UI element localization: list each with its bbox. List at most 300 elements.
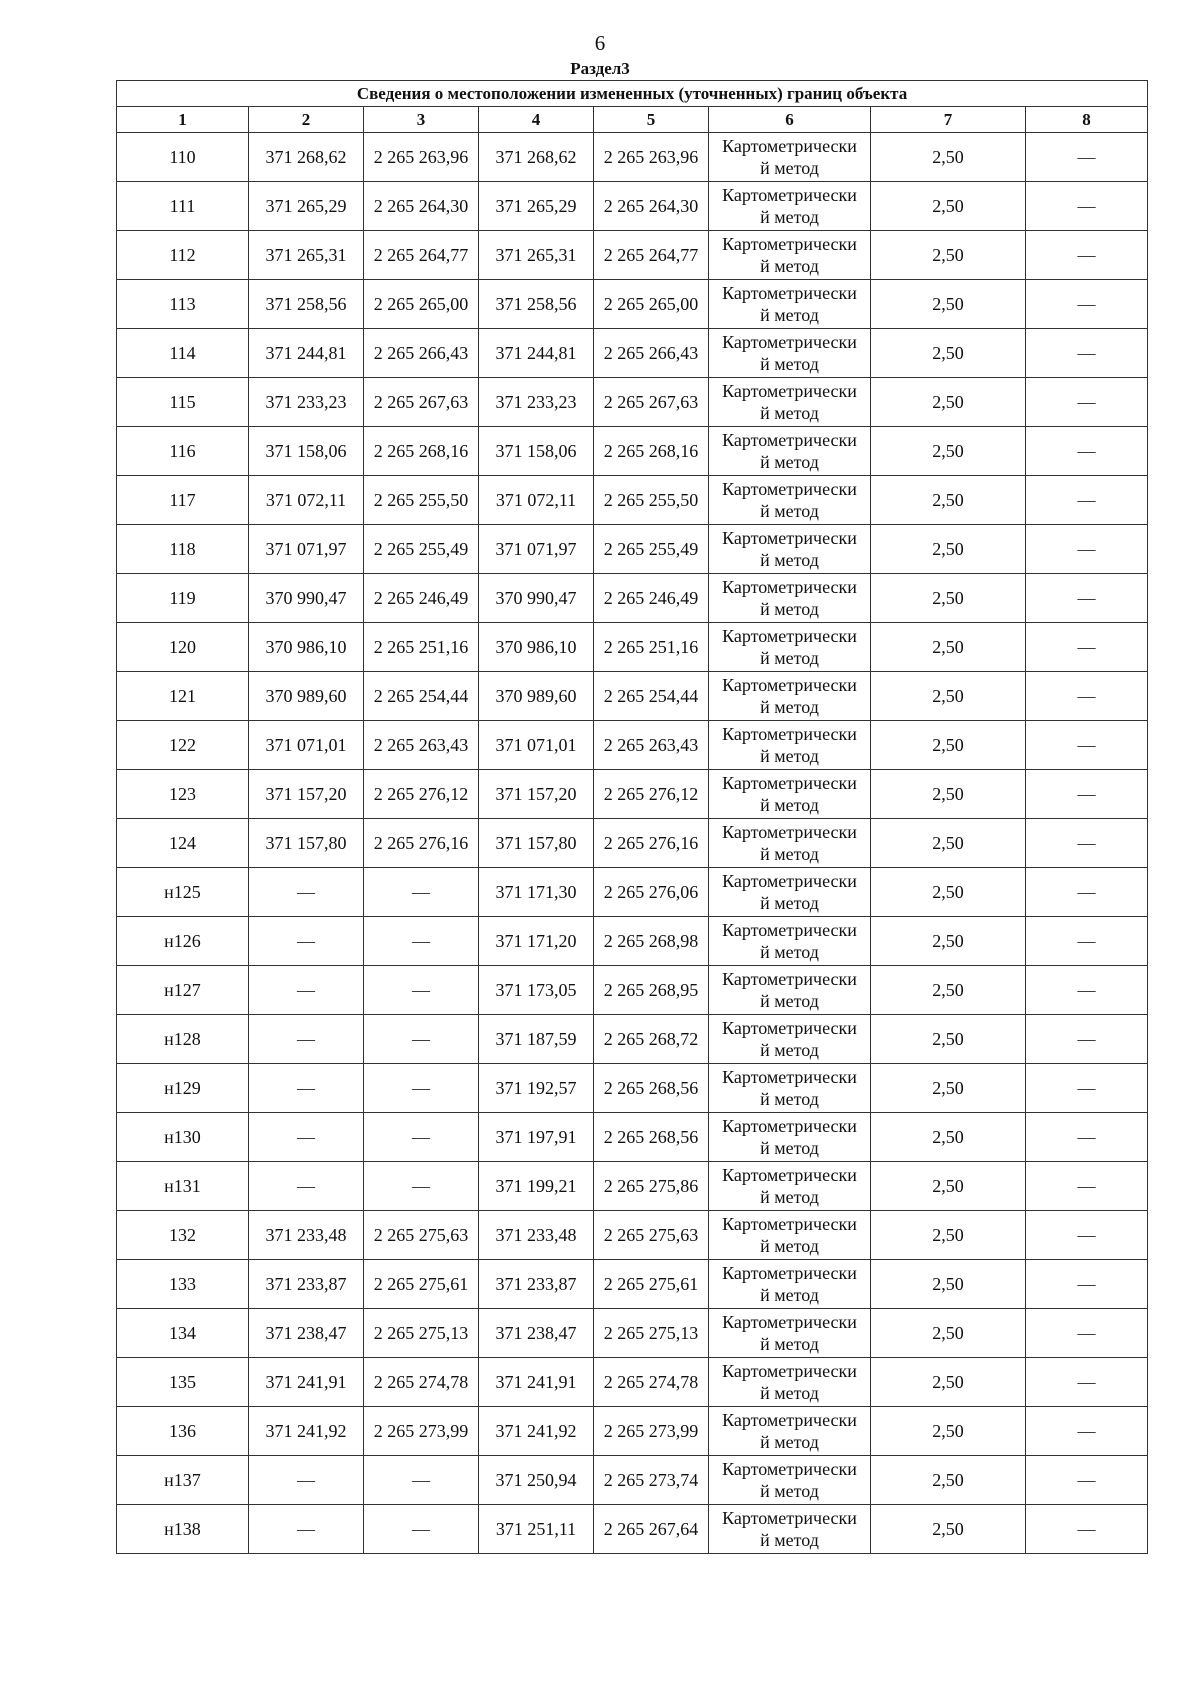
x-new-cell: 371 233,23 <box>479 378 594 427</box>
column-8-cell: — <box>1026 1260 1148 1309</box>
x-new-cell: 371 268,62 <box>479 133 594 182</box>
method-line-2: й метод <box>760 697 819 717</box>
y-new-cell: 2 265 263,43 <box>594 721 709 770</box>
y-existing-cell: 2 265 276,12 <box>364 770 479 819</box>
x-new-cell: 371 187,59 <box>479 1015 594 1064</box>
x-existing-cell: 371 072,11 <box>249 476 364 525</box>
method-line-2: й метод <box>760 1334 819 1354</box>
method-cell <box>709 182 871 231</box>
table-row <box>117 1358 1148 1407</box>
method-cell <box>709 133 871 182</box>
y-existing-cell: 2 265 268,16 <box>364 427 479 476</box>
x-new-cell: 371 238,47 <box>479 1309 594 1358</box>
y-existing-cell: — <box>364 1162 479 1211</box>
column-8-cell: — <box>1026 329 1148 378</box>
table-row <box>117 476 1148 525</box>
column-8-cell: — <box>1026 574 1148 623</box>
table-row <box>117 574 1148 623</box>
y-existing-cell: 2 265 274,78 <box>364 1358 479 1407</box>
x-existing-cell: — <box>249 1064 364 1113</box>
point-number-cell: н129 <box>117 1064 249 1113</box>
method-cell <box>709 1358 871 1407</box>
x-new-cell: 371 233,87 <box>479 1260 594 1309</box>
point-number-cell: н126 <box>117 917 249 966</box>
y-existing-cell: — <box>364 1113 479 1162</box>
x-new-cell: 371 265,29 <box>479 182 594 231</box>
point-number-cell: н138 <box>117 1505 249 1554</box>
y-new-cell: 2 265 255,49 <box>594 525 709 574</box>
accuracy-cell: 2,50 <box>871 476 1026 525</box>
x-new-cell: 371 171,30 <box>479 868 594 917</box>
y-existing-cell: 2 265 275,13 <box>364 1309 479 1358</box>
y-new-cell: 2 265 274,78 <box>594 1358 709 1407</box>
x-existing-cell: — <box>249 868 364 917</box>
method-line-1: Картометрически <box>722 773 857 793</box>
method-line-2: й метод <box>760 1040 819 1060</box>
method-line-1: Картометрически <box>722 381 857 401</box>
column-8-cell: — <box>1026 1015 1148 1064</box>
table-row <box>117 182 1148 231</box>
x-new-cell: 371 071,01 <box>479 721 594 770</box>
column-8-cell: — <box>1026 231 1148 280</box>
table-row <box>117 917 1148 966</box>
x-existing-cell: — <box>249 917 364 966</box>
x-new-cell: 371 241,92 <box>479 1407 594 1456</box>
accuracy-cell: 2,50 <box>871 280 1026 329</box>
point-number-cell: 120 <box>117 623 249 672</box>
x-existing-cell: — <box>249 1015 364 1064</box>
method-line-2: й метод <box>760 305 819 325</box>
table-body <box>117 133 1148 1554</box>
method-line-2: й метод <box>760 746 819 766</box>
table-row <box>117 329 1148 378</box>
point-number-cell: 112 <box>117 231 249 280</box>
y-new-cell: 2 265 263,96 <box>594 133 709 182</box>
y-new-cell: 2 265 275,86 <box>594 1162 709 1211</box>
method-line-2: й метод <box>760 1187 819 1207</box>
accuracy-cell: 2,50 <box>871 1358 1026 1407</box>
method-line-1: Картометрически <box>722 822 857 842</box>
accuracy-cell: 2,50 <box>871 966 1026 1015</box>
column-8-cell: — <box>1026 1309 1148 1358</box>
point-number-cell: 115 <box>117 378 249 427</box>
y-new-cell: 2 265 264,30 <box>594 182 709 231</box>
column-8-cell: — <box>1026 966 1148 1015</box>
table-row <box>117 721 1148 770</box>
accuracy-cell: 2,50 <box>871 182 1026 231</box>
column-8-cell: — <box>1026 1358 1148 1407</box>
table-row <box>117 966 1148 1015</box>
y-existing-cell: 2 265 251,16 <box>364 623 479 672</box>
y-new-cell: 2 265 251,16 <box>594 623 709 672</box>
column-8-cell: — <box>1026 133 1148 182</box>
method-cell <box>709 378 871 427</box>
accuracy-cell: 2,50 <box>871 231 1026 280</box>
method-line-2: й метод <box>760 1089 819 1109</box>
column-header-4: 4 <box>479 107 594 133</box>
y-new-cell: 2 265 275,63 <box>594 1211 709 1260</box>
y-existing-cell: 2 265 254,44 <box>364 672 479 721</box>
point-number-cell: 110 <box>117 133 249 182</box>
method-line-2: й метод <box>760 452 819 472</box>
method-line-1: Картометрически <box>722 185 857 205</box>
method-cell <box>709 1456 871 1505</box>
method-line-2: й метод <box>760 1285 819 1305</box>
method-line-2: й метод <box>760 207 819 227</box>
x-existing-cell: — <box>249 1113 364 1162</box>
table-row <box>117 672 1148 721</box>
point-number-cell: 118 <box>117 525 249 574</box>
x-new-cell: 371 171,20 <box>479 917 594 966</box>
x-existing-cell: 371 157,20 <box>249 770 364 819</box>
accuracy-cell: 2,50 <box>871 427 1026 476</box>
method-line-1: Картометрически <box>722 1508 857 1528</box>
x-existing-cell: 371 244,81 <box>249 329 364 378</box>
column-8-cell: — <box>1026 476 1148 525</box>
column-8-cell: — <box>1026 1211 1148 1260</box>
accuracy-cell: 2,50 <box>871 574 1026 623</box>
table-row <box>117 1456 1148 1505</box>
method-line-1: Картометрически <box>722 1410 857 1430</box>
column-header-2: 2 <box>249 107 364 133</box>
x-existing-cell: 371 071,01 <box>249 721 364 770</box>
point-number-cell: 116 <box>117 427 249 476</box>
method-cell <box>709 231 871 280</box>
column-8-cell: — <box>1026 182 1148 231</box>
accuracy-cell: 2,50 <box>871 1113 1026 1162</box>
point-number-cell: н125 <box>117 868 249 917</box>
point-number-cell: н137 <box>117 1456 249 1505</box>
accuracy-cell: 2,50 <box>871 1505 1026 1554</box>
method-cell <box>709 770 871 819</box>
y-existing-cell: — <box>364 1064 479 1113</box>
point-number-cell: 122 <box>117 721 249 770</box>
y-new-cell: 2 265 268,56 <box>594 1064 709 1113</box>
y-existing-cell: 2 265 246,49 <box>364 574 479 623</box>
table-row <box>117 1211 1148 1260</box>
x-existing-cell: 371 238,47 <box>249 1309 364 1358</box>
y-new-cell: 2 265 267,63 <box>594 378 709 427</box>
x-new-cell: 371 244,81 <box>479 329 594 378</box>
column-8-cell: — <box>1026 1407 1148 1456</box>
table-row <box>117 1309 1148 1358</box>
y-new-cell: 2 265 276,16 <box>594 819 709 868</box>
column-header-3: 3 <box>364 107 479 133</box>
method-line-2: й метод <box>760 795 819 815</box>
method-cell <box>709 329 871 378</box>
x-existing-cell: 371 157,80 <box>249 819 364 868</box>
y-existing-cell: 2 265 255,50 <box>364 476 479 525</box>
y-existing-cell: — <box>364 1505 479 1554</box>
x-existing-cell: 371 258,56 <box>249 280 364 329</box>
accuracy-cell: 2,50 <box>871 1407 1026 1456</box>
column-8-cell: — <box>1026 1113 1148 1162</box>
method-line-2: й метод <box>760 942 819 962</box>
table-row <box>117 231 1148 280</box>
x-existing-cell: 370 989,60 <box>249 672 364 721</box>
method-line-1: Картометрически <box>722 234 857 254</box>
point-number-cell: 136 <box>117 1407 249 1456</box>
method-line-2: й метод <box>760 991 819 1011</box>
method-cell <box>709 1162 871 1211</box>
method-line-1: Картометрически <box>722 1263 857 1283</box>
accuracy-cell: 2,50 <box>871 770 1026 819</box>
method-cell <box>709 721 871 770</box>
x-existing-cell: 371 241,92 <box>249 1407 364 1456</box>
accuracy-cell: 2,50 <box>871 917 1026 966</box>
method-line-1: Картометрически <box>722 528 857 548</box>
method-line-1: Картометрически <box>722 871 857 891</box>
y-new-cell: 2 265 255,50 <box>594 476 709 525</box>
column-8-cell: — <box>1026 1162 1148 1211</box>
table-row <box>117 770 1148 819</box>
method-cell <box>709 1015 871 1064</box>
column-8-cell: — <box>1026 1505 1148 1554</box>
method-line-2: й метод <box>760 403 819 423</box>
method-line-2: й метод <box>760 1236 819 1256</box>
x-new-cell: 371 250,94 <box>479 1456 594 1505</box>
column-8-cell: — <box>1026 1456 1148 1505</box>
x-new-cell: 370 986,10 <box>479 623 594 672</box>
method-line-1: Картометрически <box>722 1361 857 1381</box>
x-existing-cell: 371 265,29 <box>249 182 364 231</box>
method-cell <box>709 1505 871 1554</box>
accuracy-cell: 2,50 <box>871 721 1026 770</box>
accuracy-cell: 2,50 <box>871 1015 1026 1064</box>
x-existing-cell: 370 986,10 <box>249 623 364 672</box>
column-header-6: 6 <box>709 107 871 133</box>
column-header-8: 8 <box>1026 107 1148 133</box>
method-line-1: Картометрически <box>722 332 857 352</box>
x-new-cell: 370 989,60 <box>479 672 594 721</box>
y-new-cell: 2 265 276,06 <box>594 868 709 917</box>
y-new-cell: 2 265 276,12 <box>594 770 709 819</box>
x-existing-cell: 371 265,31 <box>249 231 364 280</box>
column-8-cell: — <box>1026 427 1148 476</box>
method-line-1: Картометрически <box>722 1067 857 1087</box>
accuracy-cell: 2,50 <box>871 1456 1026 1505</box>
x-existing-cell: 370 990,47 <box>249 574 364 623</box>
accuracy-cell: 2,50 <box>871 868 1026 917</box>
method-line-2: й метод <box>760 1138 819 1158</box>
y-new-cell: 2 265 266,43 <box>594 329 709 378</box>
point-number-cell: 111 <box>117 182 249 231</box>
boundary-coordinates-table <box>116 80 1148 1554</box>
method-cell <box>709 672 871 721</box>
method-line-2: й метод <box>760 501 819 521</box>
y-new-cell: 2 265 267,64 <box>594 1505 709 1554</box>
y-existing-cell: — <box>364 917 479 966</box>
x-new-cell: 371 199,21 <box>479 1162 594 1211</box>
y-new-cell: 2 265 273,74 <box>594 1456 709 1505</box>
x-new-cell: 371 173,05 <box>479 966 594 1015</box>
x-new-cell: 370 990,47 <box>479 574 594 623</box>
y-existing-cell: — <box>364 1015 479 1064</box>
y-new-cell: 2 265 268,56 <box>594 1113 709 1162</box>
accuracy-cell: 2,50 <box>871 623 1026 672</box>
y-existing-cell: 2 265 263,96 <box>364 133 479 182</box>
point-number-cell: 119 <box>117 574 249 623</box>
column-8-cell: — <box>1026 378 1148 427</box>
method-line-2: й метод <box>760 256 819 276</box>
y-new-cell: 2 265 273,99 <box>594 1407 709 1456</box>
method-cell <box>709 280 871 329</box>
column-8-cell: — <box>1026 770 1148 819</box>
method-cell <box>709 1309 871 1358</box>
table-caption: Сведения о местоположении измененных (уточненных) границ объекта <box>117 81 1148 107</box>
method-line-1: Картометрически <box>722 1116 857 1136</box>
table-row <box>117 427 1148 476</box>
y-new-cell: 2 265 246,49 <box>594 574 709 623</box>
method-line-1: Картометрически <box>722 724 857 744</box>
y-new-cell: 2 265 265,00 <box>594 280 709 329</box>
x-existing-cell: 371 158,06 <box>249 427 364 476</box>
method-line-1: Картометрически <box>722 675 857 695</box>
x-existing-cell: — <box>249 1456 364 1505</box>
y-new-cell: 2 265 254,44 <box>594 672 709 721</box>
x-new-cell: 371 241,91 <box>479 1358 594 1407</box>
method-line-1: Картометрически <box>722 1165 857 1185</box>
method-line-1: Картометрически <box>722 1214 857 1234</box>
table-row <box>117 819 1148 868</box>
x-existing-cell: 371 268,62 <box>249 133 364 182</box>
x-new-cell: 371 251,11 <box>479 1505 594 1554</box>
accuracy-cell: 2,50 <box>871 378 1026 427</box>
y-existing-cell: 2 265 275,63 <box>364 1211 479 1260</box>
table-row <box>117 280 1148 329</box>
x-existing-cell: 371 241,91 <box>249 1358 364 1407</box>
y-existing-cell: — <box>364 966 479 1015</box>
table-row <box>117 378 1148 427</box>
method-line-1: Картометрически <box>722 577 857 597</box>
x-new-cell: 371 265,31 <box>479 231 594 280</box>
table-row <box>117 868 1148 917</box>
accuracy-cell: 2,50 <box>871 1162 1026 1211</box>
point-number-cell: 124 <box>117 819 249 868</box>
method-line-1: Картометрически <box>722 1018 857 1038</box>
method-line-1: Картометрически <box>722 969 857 989</box>
table-row <box>117 623 1148 672</box>
method-cell <box>709 1407 871 1456</box>
point-number-cell: 113 <box>117 280 249 329</box>
method-line-1: Картометрически <box>722 626 857 646</box>
method-line-2: й метод <box>760 1481 819 1501</box>
x-new-cell: 371 197,91 <box>479 1113 594 1162</box>
method-line-2: й метод <box>760 158 819 178</box>
table-row <box>117 1407 1148 1456</box>
accuracy-cell: 2,50 <box>871 819 1026 868</box>
method-line-1: Картометрически <box>722 136 857 156</box>
y-existing-cell: 2 265 264,77 <box>364 231 479 280</box>
x-existing-cell: 371 233,87 <box>249 1260 364 1309</box>
page-number: 6 <box>594 31 606 55</box>
x-new-cell: 371 158,06 <box>479 427 594 476</box>
point-number-cell: н130 <box>117 1113 249 1162</box>
x-existing-cell: — <box>249 966 364 1015</box>
method-line-2: й метод <box>760 354 819 374</box>
accuracy-cell: 2,50 <box>871 133 1026 182</box>
column-8-cell: — <box>1026 917 1148 966</box>
method-cell <box>709 427 871 476</box>
y-existing-cell: 2 265 273,99 <box>364 1407 479 1456</box>
method-cell <box>709 1211 871 1260</box>
method-line-2: й метод <box>760 893 819 913</box>
y-new-cell: 2 265 268,16 <box>594 427 709 476</box>
point-number-cell: 134 <box>117 1309 249 1358</box>
point-number-cell: н131 <box>117 1162 249 1211</box>
accuracy-cell: 2,50 <box>871 672 1026 721</box>
accuracy-cell: 2,50 <box>871 525 1026 574</box>
y-existing-cell: 2 265 275,61 <box>364 1260 479 1309</box>
method-cell <box>709 623 871 672</box>
table-row <box>117 1015 1148 1064</box>
column-8-cell: — <box>1026 721 1148 770</box>
method-line-2: й метод <box>760 1432 819 1452</box>
y-existing-cell: 2 265 264,30 <box>364 182 479 231</box>
x-existing-cell: — <box>249 1162 364 1211</box>
point-number-cell: 117 <box>117 476 249 525</box>
accuracy-cell: 2,50 <box>871 329 1026 378</box>
method-cell <box>709 525 871 574</box>
x-existing-cell: — <box>249 1505 364 1554</box>
y-new-cell: 2 265 268,95 <box>594 966 709 1015</box>
y-existing-cell: 2 265 255,49 <box>364 525 479 574</box>
section-title: Раздел3 <box>570 59 630 78</box>
column-8-cell: — <box>1026 280 1148 329</box>
method-cell <box>709 917 871 966</box>
method-line-2: й метод <box>760 844 819 864</box>
x-new-cell: 371 071,97 <box>479 525 594 574</box>
column-8-cell: — <box>1026 819 1148 868</box>
column-header-7: 7 <box>871 107 1026 133</box>
x-new-cell: 371 157,20 <box>479 770 594 819</box>
x-new-cell: 371 072,11 <box>479 476 594 525</box>
method-line-1: Картометрически <box>722 479 857 499</box>
method-line-1: Картометрически <box>722 1312 857 1332</box>
column-header-1: 1 <box>117 107 249 133</box>
table-row <box>117 1260 1148 1309</box>
y-existing-cell: 2 265 265,00 <box>364 280 479 329</box>
method-cell <box>709 1260 871 1309</box>
method-cell <box>709 1064 871 1113</box>
method-cell <box>709 819 871 868</box>
point-number-cell: н128 <box>117 1015 249 1064</box>
table-row <box>117 1064 1148 1113</box>
x-existing-cell: 371 071,97 <box>249 525 364 574</box>
column-8-cell: — <box>1026 525 1148 574</box>
table-row <box>117 1113 1148 1162</box>
x-new-cell: 371 258,56 <box>479 280 594 329</box>
column-8-cell: — <box>1026 623 1148 672</box>
method-cell <box>709 868 871 917</box>
method-line-2: й метод <box>760 599 819 619</box>
method-line-1: Картометрически <box>722 1459 857 1479</box>
method-line-2: й метод <box>760 648 819 668</box>
accuracy-cell: 2,50 <box>871 1309 1026 1358</box>
column-header-5: 5 <box>594 107 709 133</box>
table-row <box>117 1162 1148 1211</box>
method-line-2: й метод <box>760 1530 819 1550</box>
y-existing-cell: 2 265 266,43 <box>364 329 479 378</box>
method-line-1: Картометрически <box>722 283 857 303</box>
y-existing-cell: 2 265 263,43 <box>364 721 479 770</box>
method-cell <box>709 1113 871 1162</box>
table-row <box>117 525 1148 574</box>
method-line-1: Картометрически <box>722 920 857 940</box>
y-new-cell: 2 265 268,72 <box>594 1015 709 1064</box>
y-existing-cell: — <box>364 1456 479 1505</box>
column-8-cell: — <box>1026 1064 1148 1113</box>
